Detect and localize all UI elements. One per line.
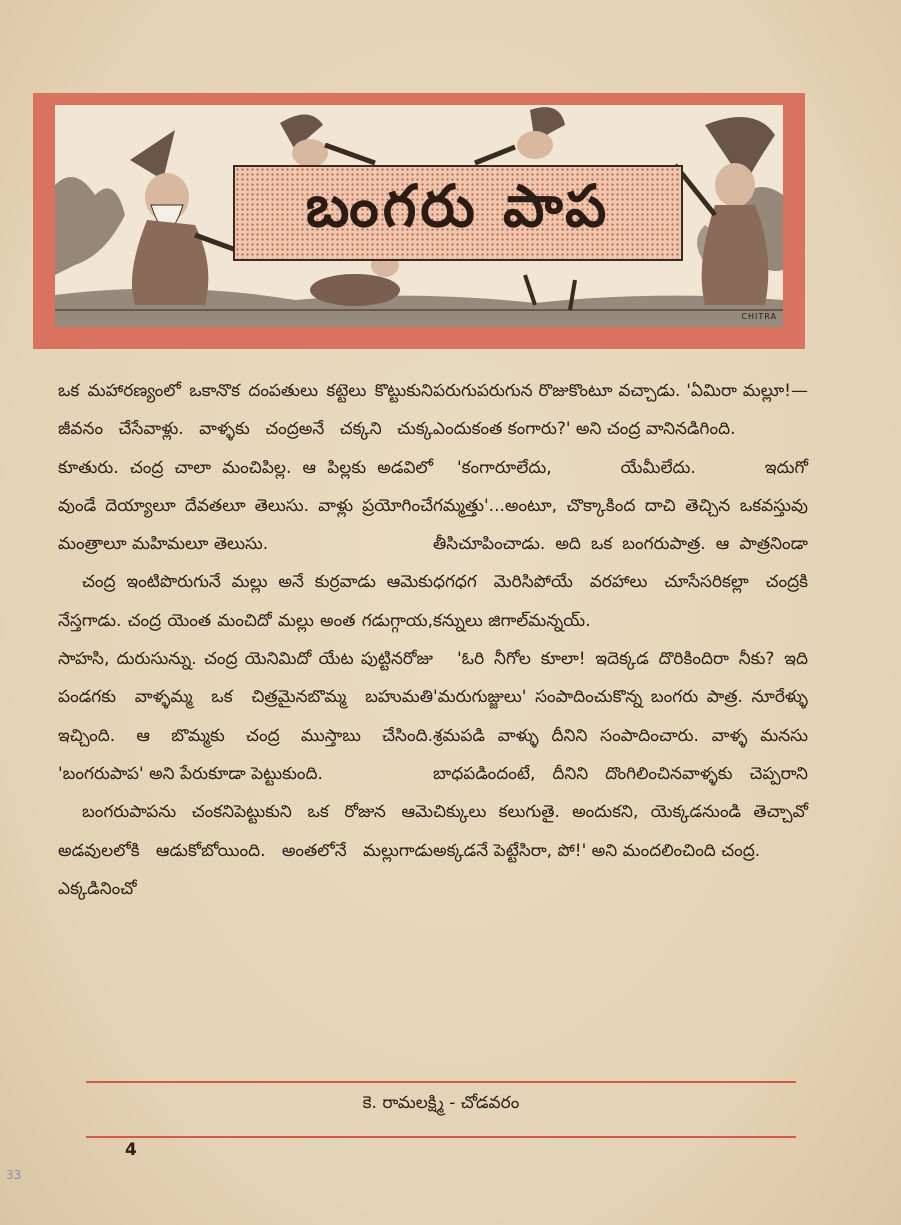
paragraph: 'కంగారూలేదు, యేమీలేదు. ఇదుగో గమ్మత్తు'...అంటూ, చొక్కాకింద దాచి తెచ్చిన ఒకవస్తువు తీసిచూపించాడు. అది ఒక బంగరుపాత్ర. ఆ పాత్రనిండా ధగధగ మెరిసిపోయే వరహాలు చూసేసరికల్లా చంద్రకి కన్నులు జిగాల్‌మన్నయ్.: [433, 457, 808, 631]
divider-bottom: [86, 1136, 796, 1138]
margin-annotation: 33: [6, 1168, 22, 1182]
page-number: 4: [125, 1140, 137, 1160]
paragraph: బంగరుపాపను చంకనిపెట్టుకుని ఒక రోజున ఆమె అడవులలోకి ఆడుకోబోయింది. అంతలోనే మల్లుగాడు ఎక్కడినించో: [58, 802, 433, 899]
paragraph: 'ఓరి నీగోల కూలా! ఇదెక్కడ దొరికిందిరా నీకు? ఇది 'మరుగుజ్జులు' సంపాదించుకొన్న బంగరు పాత్ర. నూరేళ్ళు శ్రమపడి వాళ్ళు దీనిని సంపాదించారు. వాళ్ళ మనసు బాధపడిందంటే, దీనిని దొంగిలించినవాళ్ళకు చెప్పరాని చిక్కులు కలుగుతై. అందుకని, యెక్కడనుండి తెచ్చావో అక్కడనే పెట్టేసిరా, పో!' అని మందలించింది చంద్ర.: [433, 649, 808, 861]
text-column-right: [433, 372, 808, 870]
title-banner: [33, 93, 805, 349]
paragraph: ఒక మహారణ్యంలో ఒకానొక దంపతులు కట్టెలు కొట్టుకుని జీవనం చేసేవాళ్లు. వాళ్ళకు చంద్రఅనే చక్కని చుక్క కూతురు. చంద్ర చాలా మంచిపిల్ల. ఆ పిల్లకు అడవిలో వుండే దెయ్యాలూ దేవతలూ తెలుసు. వాళ్లు ప్రయోగించే మంత్రాలూ మహిమలూ తెలుసు.: [58, 381, 433, 555]
paragraph: పరుగుపరుగున రొజుకొంటూ వచ్చాడు. 'ఏమిరా మల్లూ!—ఎందుకంత కంగారు?' అని చంద్ర వానినడిగింది.: [433, 381, 808, 440]
text-column-left: [58, 372, 433, 908]
divider-top: [86, 1081, 796, 1083]
story-title: బంగరు పాప: [305, 171, 611, 240]
paragraph: చంద్ర ఇంటిపొరుగునే మల్లు అనే కుర్రవాడు ఆమెకు నేస్తగాడు. చంద్ర యెంత మంచిదో మల్లు అంత గడుగ్గాయ, సాహసి, దురుసున్ను. చంద్ర యెనిమిదో యేట పుట్టినరోజు పండగకు వాళ్ళమ్మ ఒక చిత్రమైనబొమ్మ బహుమతి ఇచ్చింది. ఆ బొమ్మకు చంద్ర ముస్తాబు చేసింది. 'బంగరుపాప' అని పేరుకూడా పెట్టుకుంది.: [58, 572, 433, 784]
banner-illustration: [55, 105, 783, 327]
author-credit: కె. రామలక్ష్మి - చోడవరం: [362, 1093, 520, 1113]
artist-credit: CHITRA: [741, 312, 777, 321]
title-sign: [233, 165, 683, 261]
